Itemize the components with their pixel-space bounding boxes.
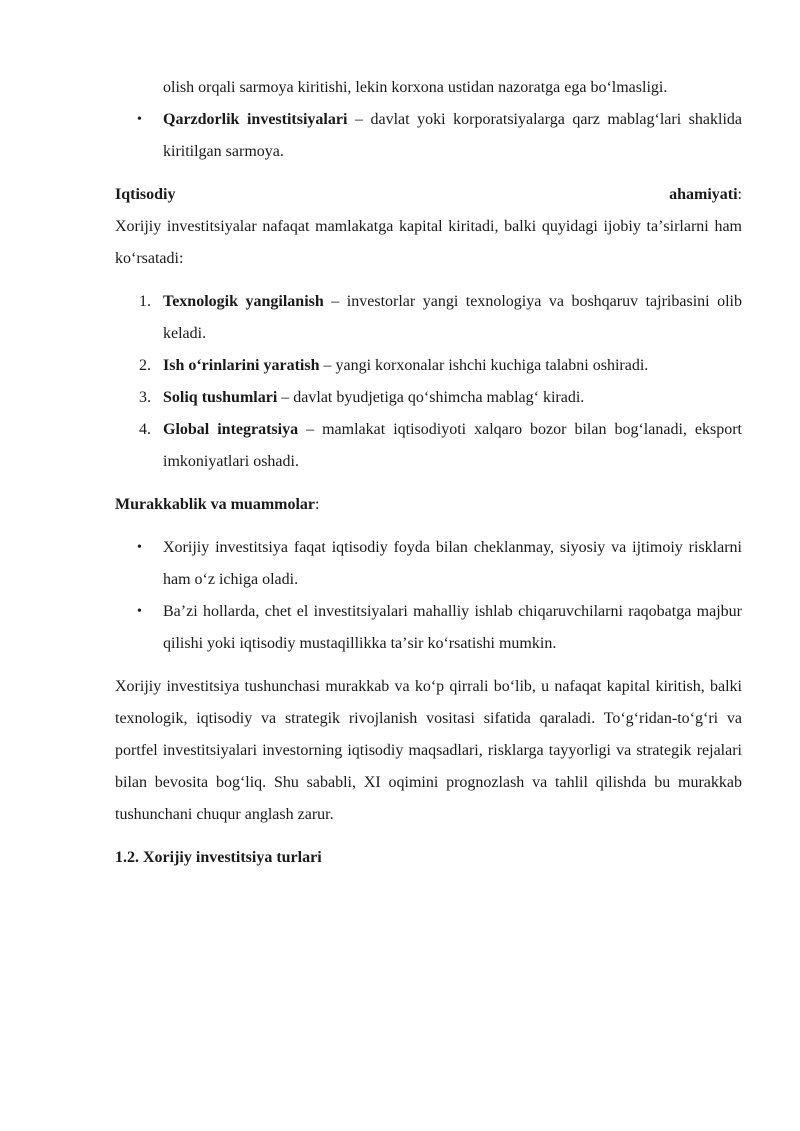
- item-bold: Texnologik yangilanish: [163, 293, 324, 310]
- item-number: 3.: [139, 389, 151, 406]
- summary-paragraph: Xorijiy investitsiya tushunchasi murakkab va koʻp qirrali boʻlib, u nafaqat kapital kiritish, balki texnologik, iqtisodiy va strategik rivojlanish vositasi sifatida qaraladi. Toʻgʻridan-toʻgʻri va portfel investitsiyalari investorning iqtisodiy maqsadlari, risklarga tayyorligi va strategik rejalari bilan bevosita bogʻliq. Shu sababli, XI oqimini prognozlash va tahlil qilishda bu murakkab tushunchani chuqur anglash zarur.: [115, 678, 742, 823]
- list-item: [115, 596, 742, 660]
- list-item-text: Xorijiy investitsiya faqat iqtisodiy foyda bilan cheklanmay, siyosiy va ijtimoiy risklarni ham oʻz ichiga oladi.: [163, 539, 742, 588]
- list-item-text: Baʼzi hollarda, chet el investitsiyalari mahalliy ishlab chiqaruvchilarni raqobatga majbur qilishi yoki iqtisodiy mustaqillikka taʼsir koʻrsatishi mumkin.: [163, 603, 742, 652]
- numbered-item: [115, 382, 742, 414]
- numbered-list: [115, 286, 742, 478]
- complex-bullet-list: [115, 532, 742, 660]
- list-item: [115, 72, 742, 104]
- bullet-marker: •: [137, 112, 142, 127]
- bullet-marker: •: [137, 540, 142, 555]
- complex-heading-colon: :: [315, 496, 320, 513]
- item-number: 1.: [139, 293, 151, 310]
- numbered-item: [115, 350, 742, 382]
- econ-intro: Xorijiy investitsiyalar nafaqat mamlakatga kapital kiritadi, balki quyidagi ijobiy taʼsirlarni ham koʻrsatadi:: [115, 218, 742, 267]
- document-page: [115, 72, 742, 874]
- item-text: – davlat byudjetiga qoʻshimcha mablagʻ kiradi.: [277, 389, 585, 406]
- econ-heading-colon: :: [737, 186, 742, 203]
- item-bold: Soliq tushumlari: [163, 389, 278, 406]
- item-text: – mamlakat iqtisodiyoti xalqaro bozor bilan bogʻlanadi, eksport imkoniyatlari oshadi.: [163, 421, 743, 470]
- item-number: 2.: [139, 357, 151, 374]
- top-bullet-list: [115, 72, 742, 168]
- list-item-bold: Qarzdorlik investitsiyalari: [163, 111, 348, 128]
- list-item-text: olish orqali sarmoya kiritishi, lekin korxona ustidan nazoratga ega boʻlmasligi.: [163, 79, 668, 96]
- list-item: [115, 532, 742, 596]
- list-item: [115, 104, 742, 168]
- econ-heading-right-wrap: [669, 179, 742, 211]
- complex-heading-text: Murakkablik va muammolar: [115, 496, 316, 513]
- numbered-item: [115, 286, 742, 350]
- item-text: – yangi korxonalar ishchi kuchiga talabni oshiradi.: [319, 357, 649, 374]
- econ-heading-right: ahamiyati: [669, 186, 738, 203]
- section-title: 1.2. Xorijiy investitsiya turlari: [115, 849, 322, 866]
- econ-heading-left: Iqtisodiy: [115, 186, 176, 203]
- item-bold: Ish oʻrinlarini yaratish: [163, 357, 320, 374]
- numbered-item: [115, 414, 742, 478]
- bullet-marker: •: [137, 604, 142, 619]
- item-bold: Global integratsiya: [163, 421, 299, 438]
- item-text: – investorlar yangi texnologiya va boshqaruv tajribasini olib keladi.: [163, 293, 743, 342]
- complex-heading: [115, 489, 742, 521]
- econ-heading: [115, 179, 742, 211]
- item-number: 4.: [139, 421, 151, 438]
- list-item-text: – davlat yoki korporatsiyalarga qarz mablagʻlari shaklida kiritilgan sarmoya.: [163, 111, 743, 160]
